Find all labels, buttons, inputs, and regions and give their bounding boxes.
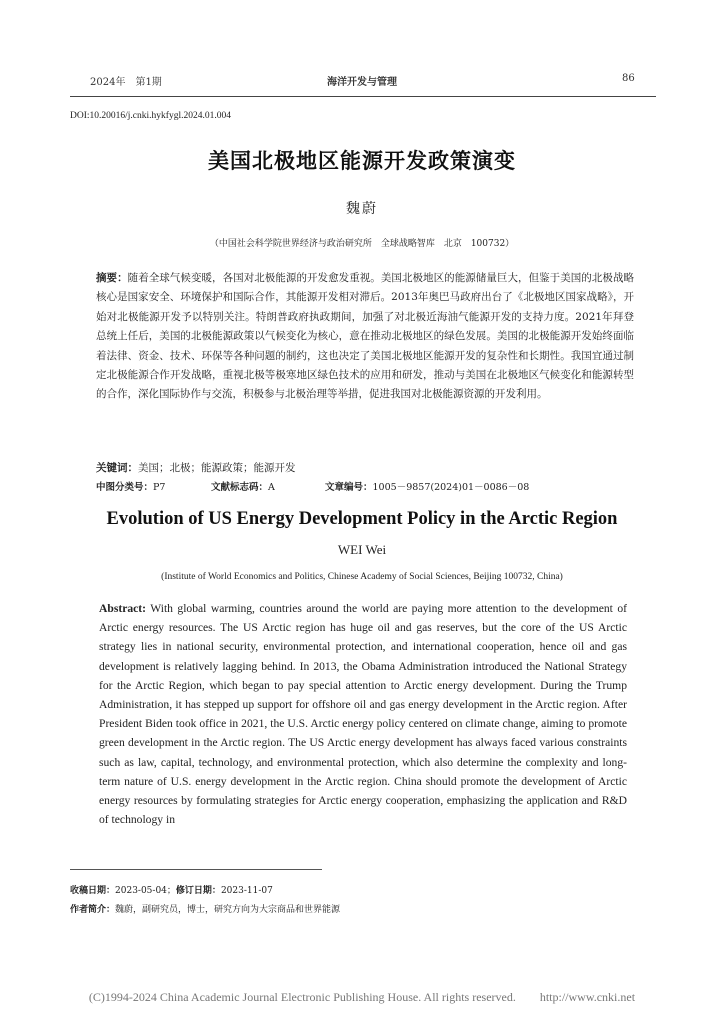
clc-value: P7 [153,482,166,493]
doc-code-label: 文献标志码： [211,482,269,493]
article-number [325,479,529,493]
revised-label: 修订日期： [175,886,221,896]
received-date: 2023-05-04； [115,886,176,896]
clc-number [96,479,165,493]
english-abstract-label: Abstract: [99,602,147,615]
document-code [211,479,275,493]
footnote-rule [70,869,322,870]
journal-name: 海洋开发与管理 [327,77,397,88]
header-rule [70,96,656,97]
author-bio-label: 作者简介： [70,905,116,915]
received-label: 收稿日期： [70,886,116,896]
issue-label: 2024年 第1期 [90,77,162,88]
chinese-title: 美国北极地区能源开发政策演变 [208,148,516,173]
copyright-line: (C)1994-2024 China Academic Journal Electronic Publishing House. All rights reserved. http://www.cnki.net [88,990,636,1004]
english-author: WEI Wei [337,542,387,557]
english-title: Evolution of US Energy Development Policy in the Arctic Region [106,509,618,529]
chinese-author: 魏蔚 [346,201,378,217]
keywords-label: 关键词： [96,462,138,474]
revised-date: 2023-11-07 [220,886,273,896]
clc-label: 中图分类号： [96,482,154,493]
english-affiliation: (Institute of World Economics and Politics, Chinese Academy of Social Sciences, Beijing 100732, China) [161,572,563,582]
author-bio-text: 魏蔚，副研究员，博士，研究方向为大宗商品和世界能源 [115,905,341,915]
english-abstract [99,599,627,829]
footnote-dates [70,883,273,896]
chinese-abstract-label: 摘要： [96,272,128,284]
doi[interactable]: DOI:10.20016/j.cnki.hykfygl.2024.01.004 [70,111,231,121]
keywords-text: 美国；北极；能源政策；能源开发 [138,462,296,474]
footnote-author-bio [70,902,340,915]
chinese-keywords [96,460,296,475]
doc-code-value: A [268,482,275,493]
english-abstract-text: With global warming, countries around the world are paying more attention to the development of Arctic energy resources. The US Arctic region has huge oil and gas reserves, but the core of the US Arctic strategy lies in national security, environmental protection, and international cooperation, hence oil and gas development is relatively lagging behind. In 2013, the Obama Administration introduced the National Strategy for the Arctic Region, which began to pay special attention to Arctic energy development. During the Trump Administration, it has stepped up support for offshore oil and gas energy development in the Arctic region. After President Biden took office in 2021, the U.S. Arctic energy policy centered on climate change, aiming to promote green development in the Arctic region. The US Arctic energy development has always faced various constraints such as law, capital, technology, and environmental protection, which also determine the complexity and long-term nature of U.S. energy development in the Arctic region. China should promote the development of Arctic energy resources by formulating strategies for Arctic energy cooperation, emphasizing the application and R&D of technology in [99,602,627,827]
article-no-label: 文章编号： [325,482,373,493]
page-number: 86 [622,73,635,84]
chinese-abstract [96,269,634,405]
chinese-affiliation: （中国社会科学院世界经济与政治研究所 全球战略智库 北京 100732） [209,239,515,249]
chinese-abstract-text: 随着全球气候变暖，各国对北极能源的开发愈发重视。美国北极地区的能源储量巨大，但鉴于美国的北极战略核心是国家安全、环境保护和国际合作，其能源开发相对滞后。2013年奥巴马政府出台了《北极地区国家战略》，开始对北极能源开发予以特别关注。特朗普政府执政期间，加强了对北极近海油气能源开发的支持力度。2021年拜登总统上任后，美国的北极能源政策以气候变化为核心，意在推动北极地区的绿色发展。美国的北极能源开发始终面临着法律、资金、技术、环保等各种问题的制约，这也决定了美国北极地区能源开发的复杂性和长期性。我国宜通过制定北极能源合作开发战略，重视北极等极寒地区绿色技术的应用和研发，推动与美国在北极地区气候变化和能源转型的合作，深化国际协作与交流，积极参与北极治理等举措，促进我国对北极能源资源的开发利用。 [96,272,635,401]
article-no-value: 1005－9857(2024)01－0086－08 [372,482,530,493]
